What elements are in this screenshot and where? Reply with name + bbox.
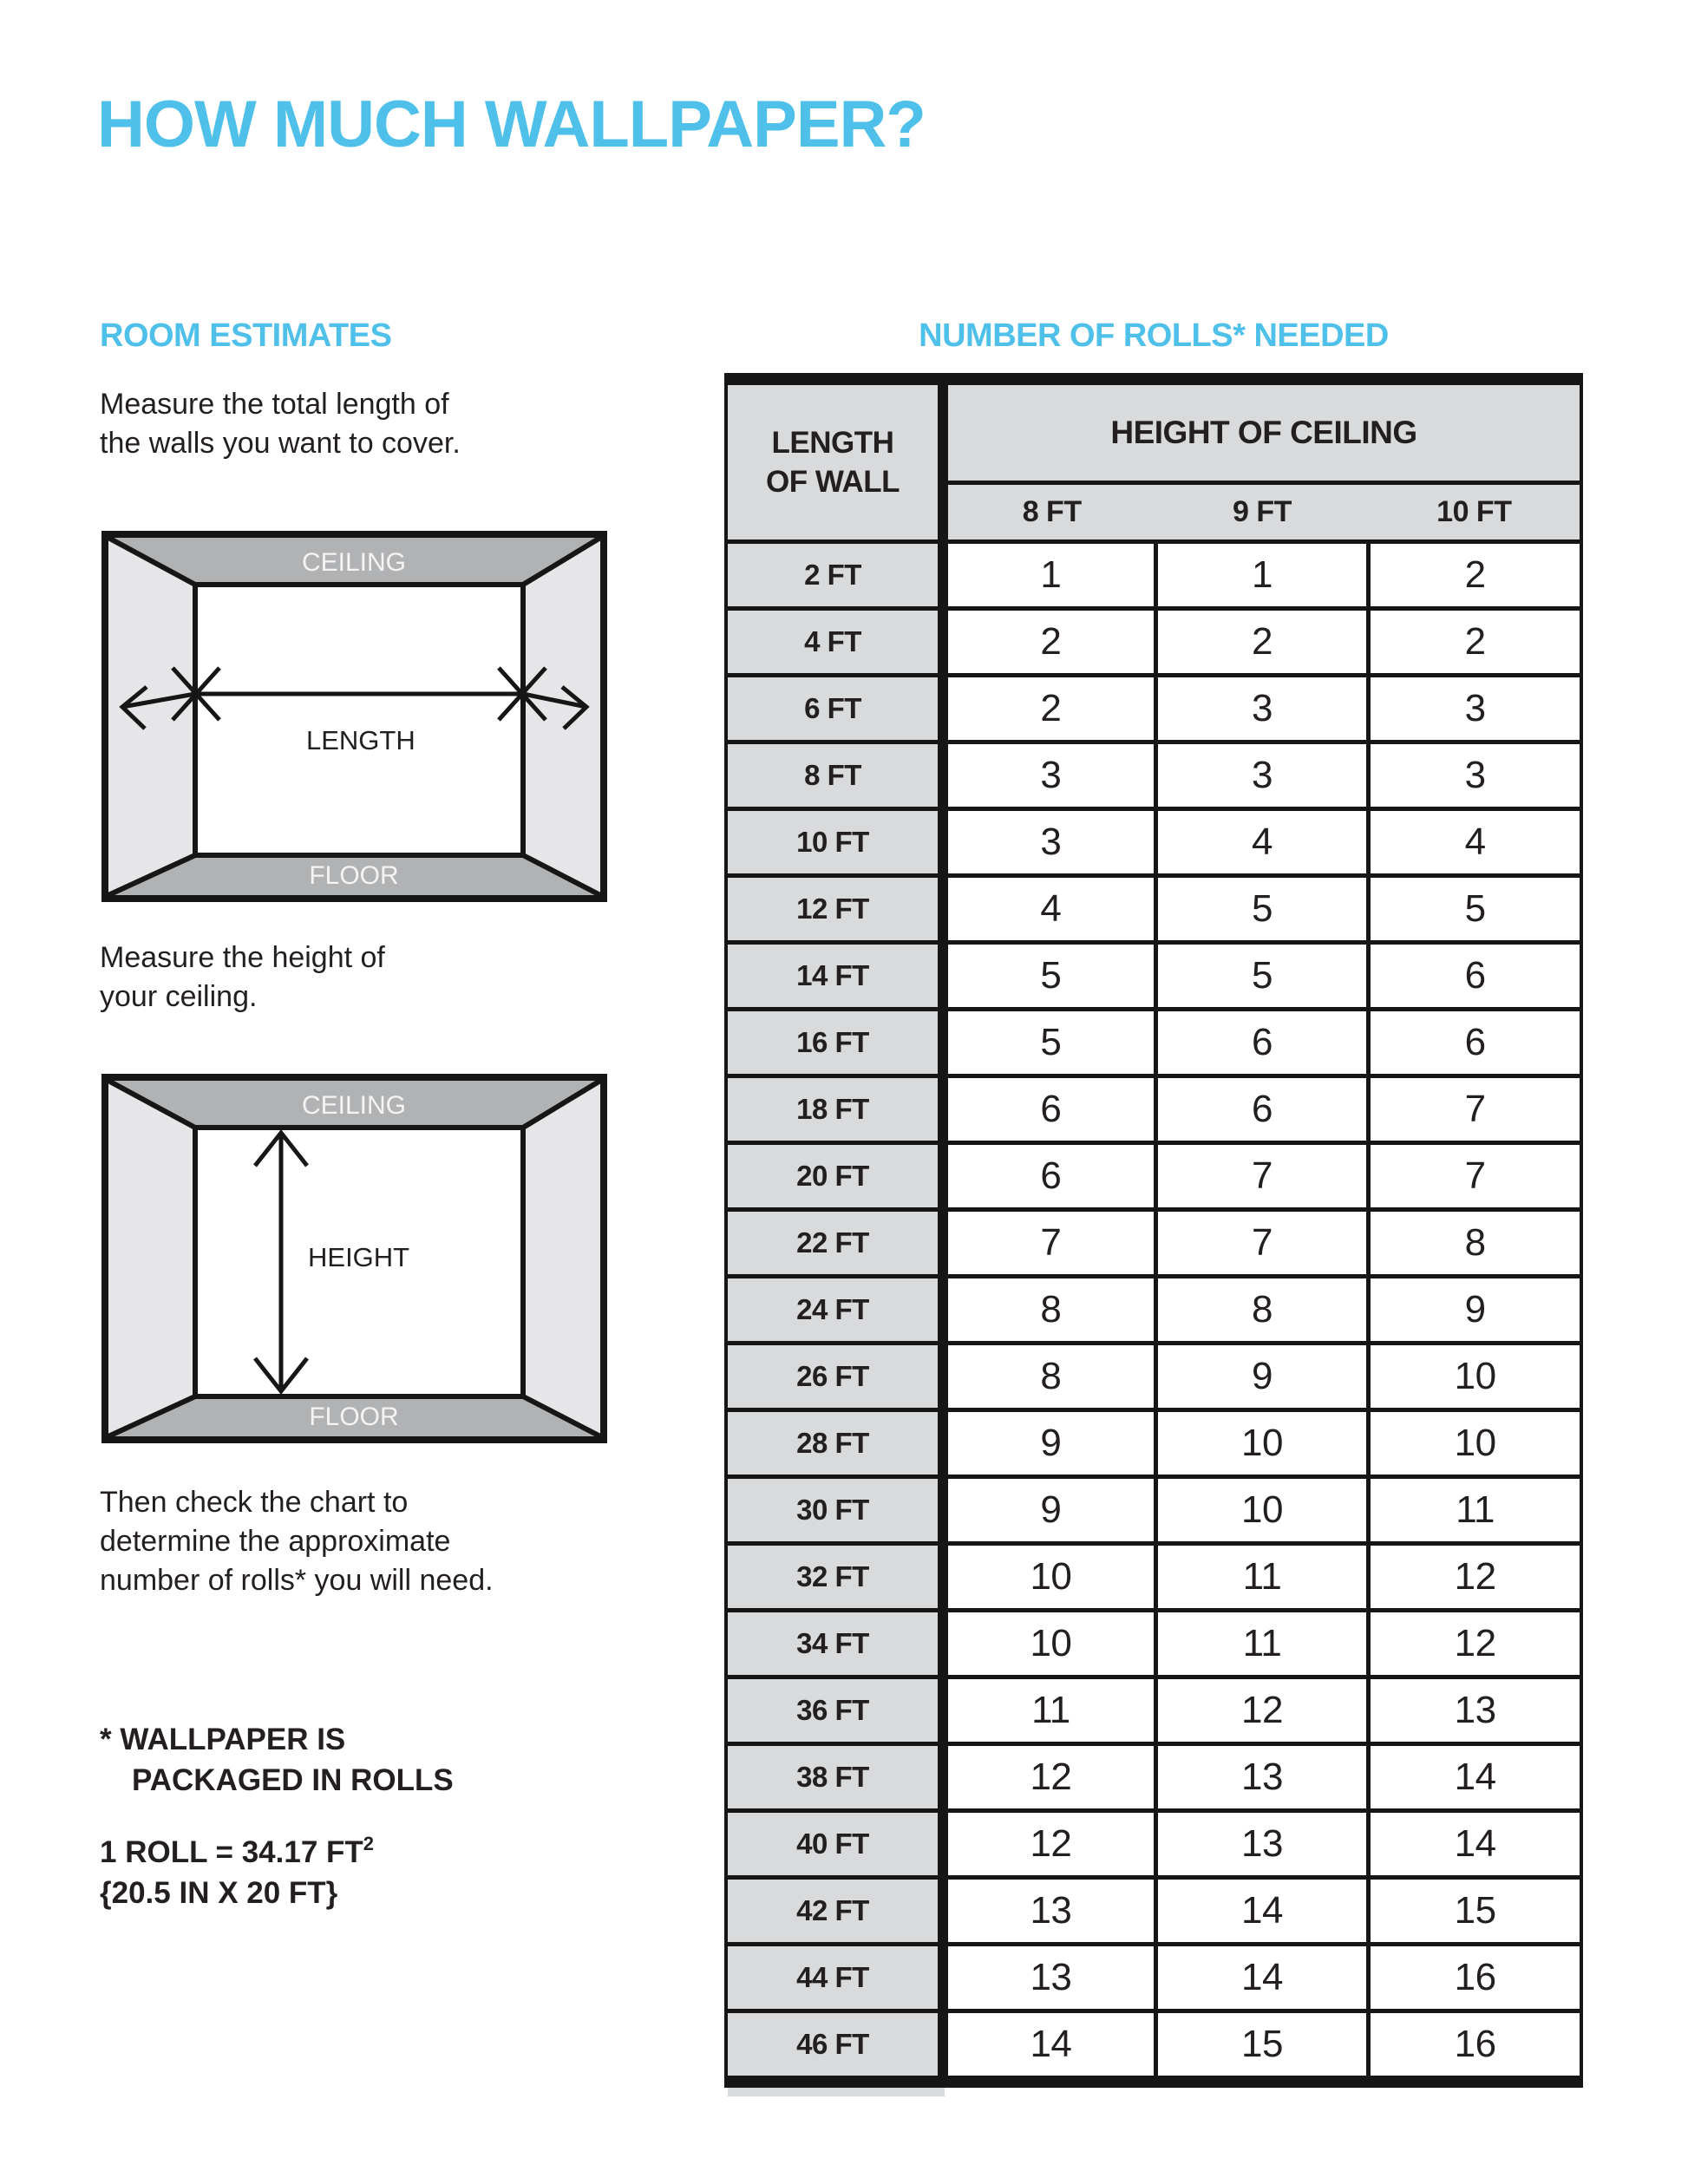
roll-count-cell: 14 bbox=[1155, 1878, 1368, 1945]
wall-length-label: 40 FT bbox=[726, 1811, 943, 1878]
roll-count-cell: 8 bbox=[943, 1344, 1155, 1410]
roll-count-cell: 6 bbox=[1155, 1076, 1368, 1143]
roll-count-cell: 11 bbox=[1155, 1544, 1368, 1611]
roll-count-cell: 13 bbox=[943, 1878, 1155, 1945]
roll-count-cell: 7 bbox=[1369, 1076, 1581, 1143]
wall-length-label: 16 FT bbox=[726, 1010, 943, 1076]
roll-count-cell: 9 bbox=[1369, 1277, 1581, 1344]
roll-count-cell: 9 bbox=[1155, 1344, 1368, 1410]
roll-count-cell: 12 bbox=[1369, 1544, 1581, 1611]
table-row bbox=[726, 876, 1581, 943]
roll-count-cell: 5 bbox=[1369, 876, 1581, 943]
wall-length-label: 26 FT bbox=[726, 1344, 943, 1410]
roll-count-cell: 10 bbox=[1155, 1410, 1368, 1477]
roll-count-cell: 7 bbox=[1369, 1143, 1581, 1210]
roll-count-cell: 10 bbox=[1155, 1477, 1368, 1544]
instruction-measure-height bbox=[100, 938, 385, 1017]
roll-count-cell: 8 bbox=[1155, 1277, 1368, 1344]
roll-count-cell: 2 bbox=[943, 676, 1155, 742]
table-row bbox=[726, 1010, 1581, 1076]
left-wall bbox=[108, 1081, 195, 1436]
roll-count-cell: 13 bbox=[943, 1945, 1155, 2011]
roll-count-cell: 5 bbox=[943, 943, 1155, 1010]
floor-label: FLOOR bbox=[309, 861, 399, 890]
roll-count-cell: 4 bbox=[1155, 809, 1368, 876]
table-row bbox=[726, 1611, 1581, 1677]
roll-count-cell: 10 bbox=[1369, 1344, 1581, 1410]
table-row bbox=[726, 1744, 1581, 1811]
roll-count-cell: 15 bbox=[1155, 2011, 1368, 2083]
header-line: LENGTH bbox=[771, 425, 894, 460]
roll-count-cell: 2 bbox=[1369, 609, 1581, 676]
table-row bbox=[726, 1277, 1581, 1344]
superscript-2: 2 bbox=[363, 1833, 375, 1854]
wall-length-label: 24 FT bbox=[726, 1277, 943, 1344]
table-row bbox=[726, 1945, 1581, 2011]
wall-length-label: 28 FT bbox=[726, 1410, 943, 1477]
wall-length-label: 18 FT bbox=[726, 1076, 943, 1143]
roll-count-cell: 8 bbox=[943, 1277, 1155, 1344]
roll-count-cell: 2 bbox=[1155, 609, 1368, 676]
roll-count-cell: 3 bbox=[1155, 742, 1368, 809]
wall-length-label: 8 FT bbox=[726, 742, 943, 809]
rolls-needed-heading: NUMBER OF ROLLS* NEEDED bbox=[919, 317, 1389, 354]
roll-count-cell: 2 bbox=[943, 609, 1155, 676]
table-row bbox=[726, 542, 1581, 609]
roll-count-cell: 12 bbox=[1369, 1611, 1581, 1677]
room-length-diagram bbox=[101, 531, 607, 902]
roll-dimensions-text: {20.5 IN X 20 FT} bbox=[100, 1876, 338, 1910]
table-row bbox=[726, 676, 1581, 742]
header-line: OF WALL bbox=[766, 465, 900, 499]
table-row bbox=[726, 609, 1581, 676]
roll-count-cell: 13 bbox=[1155, 1744, 1368, 1811]
length-of-wall-header bbox=[726, 379, 943, 542]
wall-length-label: 20 FT bbox=[726, 1143, 943, 1210]
roll-count-cell: 13 bbox=[1369, 1677, 1581, 1744]
roll-count-cell: 7 bbox=[1155, 1210, 1368, 1277]
roll-count-cell: 6 bbox=[1369, 1010, 1581, 1076]
roll-count-cell: 3 bbox=[943, 809, 1155, 876]
roll-count-cell: 11 bbox=[1155, 1611, 1368, 1677]
table-row bbox=[726, 1076, 1581, 1143]
col-header-10ft: 10 FT bbox=[1369, 483, 1581, 542]
right-wall bbox=[523, 1081, 600, 1436]
text-line: determine the approximate bbox=[100, 1525, 451, 1558]
room-height-diagram bbox=[101, 1074, 607, 1443]
roll-count-cell: 1 bbox=[1155, 542, 1368, 609]
text-line: Then check the chart to bbox=[100, 1486, 409, 1519]
table-body bbox=[726, 542, 1581, 2083]
table-footer-tab bbox=[728, 2088, 945, 2096]
back-wall bbox=[195, 585, 523, 855]
roll-count-cell: 12 bbox=[943, 1744, 1155, 1811]
text-line: Measure the height of bbox=[100, 941, 385, 974]
roll-count-cell: 10 bbox=[943, 1611, 1155, 1677]
rolls-needed-table bbox=[724, 373, 1583, 2088]
wall-length-label: 46 FT bbox=[726, 2011, 943, 2083]
roll-count-cell: 7 bbox=[943, 1210, 1155, 1277]
table-row bbox=[726, 943, 1581, 1010]
wall-length-label: 12 FT bbox=[726, 876, 943, 943]
roll-count-cell: 14 bbox=[1369, 1811, 1581, 1878]
table-row bbox=[726, 809, 1581, 876]
floor-label: FLOOR bbox=[309, 1403, 399, 1431]
roll-count-cell: 10 bbox=[943, 1544, 1155, 1611]
wall-length-label: 34 FT bbox=[726, 1611, 943, 1677]
text-line: number of rolls* you will need. bbox=[100, 1564, 494, 1597]
wall-length-label: 30 FT bbox=[726, 1477, 943, 1544]
wall-length-label: 32 FT bbox=[726, 1544, 943, 1611]
instruction-check-chart bbox=[100, 1483, 494, 1600]
roll-count-cell: 11 bbox=[1369, 1477, 1581, 1544]
roll-count-cell: 12 bbox=[943, 1811, 1155, 1878]
wall-length-label: 44 FT bbox=[726, 1945, 943, 2011]
roll-count-cell: 14 bbox=[943, 2011, 1155, 2083]
table-row bbox=[726, 1344, 1581, 1410]
footnote-line: * WALLPAPER IS bbox=[100, 1723, 346, 1756]
wall-length-label: 4 FT bbox=[726, 609, 943, 676]
roll-count-cell: 14 bbox=[1369, 1744, 1581, 1811]
table-row bbox=[726, 2011, 1581, 2083]
roll-count-cell: 4 bbox=[943, 876, 1155, 943]
table-row bbox=[726, 1677, 1581, 1744]
roll-count-cell: 16 bbox=[1369, 2011, 1581, 2083]
col-header-8ft: 8 FT bbox=[943, 483, 1155, 542]
room-estimates-heading: ROOM ESTIMATES bbox=[100, 317, 392, 354]
text-line: Measure the total length of bbox=[100, 388, 449, 421]
roll-count-cell: 2 bbox=[1369, 542, 1581, 609]
wall-length-label: 10 FT bbox=[726, 809, 943, 876]
roll-count-cell: 6 bbox=[943, 1076, 1155, 1143]
right-wall bbox=[523, 538, 600, 895]
roll-count-cell: 3 bbox=[1369, 742, 1581, 809]
table-row bbox=[726, 1410, 1581, 1477]
table-row bbox=[726, 1477, 1581, 1544]
roll-count-cell: 13 bbox=[1155, 1811, 1368, 1878]
table-row bbox=[726, 1210, 1581, 1277]
table-row bbox=[726, 742, 1581, 809]
height-of-ceiling-header: HEIGHT OF CEILING bbox=[943, 379, 1581, 483]
roll-count-cell: 5 bbox=[943, 1010, 1155, 1076]
wall-length-label: 6 FT bbox=[726, 676, 943, 742]
roll-count-cell: 12 bbox=[1155, 1677, 1368, 1744]
roll-count-cell: 11 bbox=[943, 1677, 1155, 1744]
text-line: your ceiling. bbox=[100, 980, 258, 1013]
roll-count-cell: 15 bbox=[1369, 1878, 1581, 1945]
roll-count-cell: 8 bbox=[1369, 1210, 1581, 1277]
left-wall bbox=[108, 538, 195, 895]
roll-area-text: 1 ROLL = 34.17 FT bbox=[100, 1835, 363, 1869]
roll-count-cell: 9 bbox=[943, 1477, 1155, 1544]
roll-count-cell: 3 bbox=[1155, 676, 1368, 742]
roll-count-cell: 14 bbox=[1155, 1945, 1368, 2011]
roll-count-cell: 3 bbox=[943, 742, 1155, 809]
instruction-measure-length bbox=[100, 385, 461, 463]
ceiling-label: CEILING bbox=[301, 1091, 407, 1120]
ceiling-label: CEILING bbox=[301, 548, 407, 577]
roll-count-cell: 5 bbox=[1155, 876, 1368, 943]
roll-count-cell: 4 bbox=[1369, 809, 1581, 876]
col-header-9ft: 9 FT bbox=[1155, 483, 1368, 542]
table-row bbox=[726, 1878, 1581, 1945]
roll-count-cell: 10 bbox=[1369, 1410, 1581, 1477]
text-line: the walls you want to cover. bbox=[100, 427, 461, 460]
footnote-line: PACKAGED IN ROLLS bbox=[132, 1763, 454, 1797]
wall-length-label: 38 FT bbox=[726, 1744, 943, 1811]
wall-length-label: 42 FT bbox=[726, 1878, 943, 1945]
roll-count-cell: 6 bbox=[1155, 1010, 1368, 1076]
wallpaper-rolls-footnote bbox=[100, 1719, 454, 1801]
roll-count-cell: 6 bbox=[1369, 943, 1581, 1010]
roll-count-cell: 5 bbox=[1155, 943, 1368, 1010]
table-row bbox=[726, 1811, 1581, 1878]
roll-count-cell: 7 bbox=[1155, 1143, 1368, 1210]
height-label: HEIGHT bbox=[308, 1242, 410, 1272]
roll-count-cell: 16 bbox=[1369, 1945, 1581, 2011]
roll-size-info bbox=[100, 1823, 374, 1913]
roll-count-cell: 6 bbox=[943, 1143, 1155, 1210]
page-title: HOW MUCH WALLPAPER? bbox=[97, 88, 926, 161]
roll-count-cell: 1 bbox=[943, 542, 1155, 609]
roll-count-cell: 9 bbox=[943, 1410, 1155, 1477]
table-row bbox=[726, 1143, 1581, 1210]
table-row bbox=[726, 1544, 1581, 1611]
wall-length-label: 22 FT bbox=[726, 1210, 943, 1277]
wall-length-label: 36 FT bbox=[726, 1677, 943, 1744]
wall-length-label: 2 FT bbox=[726, 542, 943, 609]
length-label: LENGTH bbox=[306, 725, 415, 755]
roll-count-cell: 3 bbox=[1369, 676, 1581, 742]
wall-length-label: 14 FT bbox=[726, 943, 943, 1010]
